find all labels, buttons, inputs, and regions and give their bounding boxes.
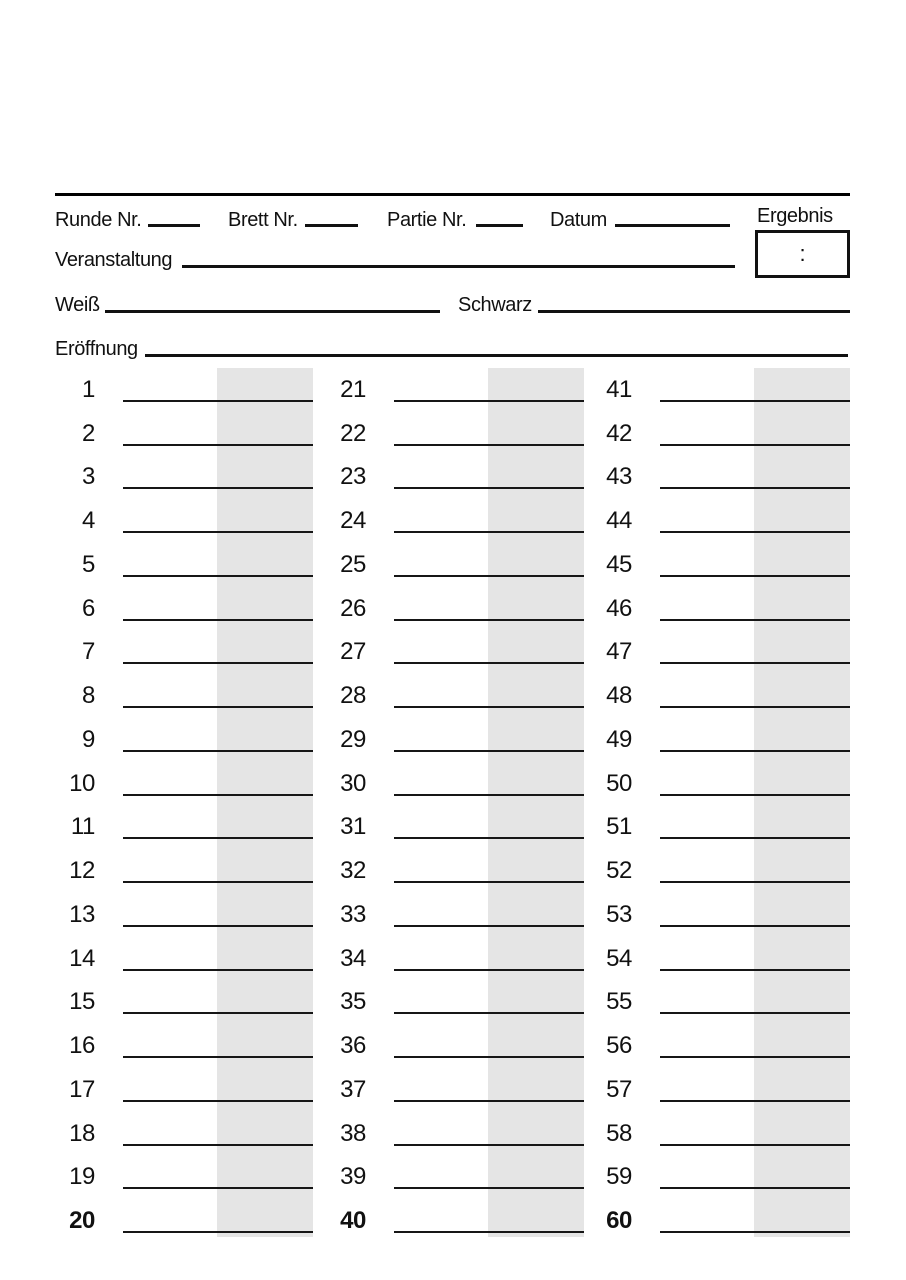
move-number: 44 <box>606 507 632 534</box>
white-move-field[interactable] <box>660 891 754 925</box>
black-move-field[interactable] <box>488 891 584 925</box>
move-number: 54 <box>606 945 632 972</box>
move-number: 29 <box>340 726 366 753</box>
white-move-field[interactable] <box>123 1022 217 1056</box>
move-number: 27 <box>340 638 366 665</box>
white-move-field[interactable] <box>394 891 488 925</box>
move-number: 46 <box>606 595 632 622</box>
white-move-field[interactable] <box>394 716 488 750</box>
move-row-line <box>394 575 584 577</box>
move-row-line <box>123 487 313 489</box>
black-move-field[interactable] <box>754 1110 850 1144</box>
black-move-field[interactable] <box>754 541 850 575</box>
move-number: 53 <box>606 901 632 928</box>
move-column <box>55 0 313 1280</box>
move-row-line <box>123 444 313 446</box>
black-move-field[interactable] <box>217 1066 313 1100</box>
move-row-line <box>394 881 584 883</box>
move-number: 33 <box>340 901 366 928</box>
white-move-field[interactable] <box>123 628 217 662</box>
black-move-field[interactable] <box>754 366 850 400</box>
move-number: 2 <box>82 420 95 447</box>
white-move-field[interactable] <box>123 1066 217 1100</box>
move-row-line <box>394 1144 584 1146</box>
black-move-field[interactable] <box>217 410 313 444</box>
white-move-field[interactable] <box>123 935 217 969</box>
move-number: 20 <box>69 1207 95 1234</box>
black-move-field[interactable] <box>488 1022 584 1056</box>
black-move-field[interactable] <box>754 497 850 531</box>
black-move-field[interactable] <box>217 1022 313 1056</box>
black-move-field[interactable] <box>488 453 584 487</box>
move-number: 60 <box>606 1207 632 1234</box>
white-move-field[interactable] <box>660 497 754 531</box>
black-move-field[interactable] <box>217 1110 313 1144</box>
move-number: 39 <box>340 1163 366 1190</box>
move-number: 43 <box>606 463 632 490</box>
white-move-field[interactable] <box>123 366 217 400</box>
white-move-field[interactable] <box>123 716 217 750</box>
white-move-field[interactable] <box>123 1197 217 1231</box>
move-row-line <box>660 1144 850 1146</box>
black-move-field[interactable] <box>754 1197 850 1231</box>
white-move-field[interactable] <box>123 1110 217 1144</box>
move-number: 47 <box>606 638 632 665</box>
move-number: 10 <box>69 770 95 797</box>
black-move-field[interactable] <box>488 716 584 750</box>
white-move-field[interactable] <box>660 847 754 881</box>
move-number: 55 <box>606 988 632 1015</box>
move-number: 48 <box>606 682 632 709</box>
move-row-line <box>660 1056 850 1058</box>
move-row-line <box>123 794 313 796</box>
move-row-line <box>394 969 584 971</box>
move-row-line <box>660 662 850 664</box>
black-move-field[interactable] <box>217 497 313 531</box>
move-number: 40 <box>340 1207 366 1234</box>
black-move-field[interactable] <box>754 585 850 619</box>
move-row-line <box>123 881 313 883</box>
move-number: 38 <box>340 1120 366 1147</box>
move-row-line <box>660 1231 850 1233</box>
move-row-line <box>123 531 313 533</box>
event-label: Veranstaltung <box>55 249 173 271</box>
black-move-field[interactable] <box>488 410 584 444</box>
move-row-line <box>123 575 313 577</box>
move-row-line <box>123 1056 313 1058</box>
black-move-field[interactable] <box>488 847 584 881</box>
white-move-field[interactable] <box>660 410 754 444</box>
move-row-line <box>394 531 584 533</box>
white-move-field[interactable] <box>394 978 488 1012</box>
black-move-field[interactable] <box>754 410 850 444</box>
black-move-field[interactable] <box>217 847 313 881</box>
white-move-field[interactable] <box>394 366 488 400</box>
move-number: 52 <box>606 857 632 884</box>
move-number: 24 <box>340 507 366 534</box>
move-number: 36 <box>340 1032 366 1059</box>
black-move-field[interactable] <box>217 672 313 706</box>
move-number: 7 <box>82 638 95 665</box>
move-row-line <box>660 837 850 839</box>
move-row-line <box>394 400 584 402</box>
black-move-field[interactable] <box>217 760 313 794</box>
black-move-field[interactable] <box>217 891 313 925</box>
move-row-line <box>660 400 850 402</box>
white-move-field[interactable] <box>660 1197 754 1231</box>
white-move-field[interactable] <box>123 803 217 837</box>
black-move-field[interactable] <box>754 628 850 662</box>
move-row-line <box>123 1144 313 1146</box>
move-number: 57 <box>606 1076 632 1103</box>
move-number: 9 <box>82 726 95 753</box>
white-move-field[interactable] <box>660 1153 754 1187</box>
white-move-field[interactable] <box>394 541 488 575</box>
result-label: Ergebnis <box>757 205 833 227</box>
white-move-field[interactable] <box>660 803 754 837</box>
move-number: 35 <box>340 988 366 1015</box>
move-row-line <box>660 750 850 752</box>
round-label: Runde Nr. <box>55 209 142 231</box>
black-player-label: Schwarz <box>458 294 532 316</box>
move-number: 23 <box>340 463 366 490</box>
black-move-field[interactable] <box>488 1197 584 1231</box>
board-label: Brett Nr. <box>228 209 298 231</box>
game-label: Partie Nr. <box>387 209 467 231</box>
move-row-line <box>394 1012 584 1014</box>
black-move-field[interactable] <box>488 366 584 400</box>
move-row-line <box>660 619 850 621</box>
move-number: 45 <box>606 551 632 578</box>
move-row-line <box>660 531 850 533</box>
move-row-line <box>123 1231 313 1233</box>
move-number: 18 <box>69 1120 95 1147</box>
white-move-field[interactable] <box>660 1022 754 1056</box>
move-number: 32 <box>340 857 366 884</box>
move-row-line <box>123 837 313 839</box>
move-number: 17 <box>69 1076 95 1103</box>
black-move-field[interactable] <box>488 585 584 619</box>
white-move-field[interactable] <box>394 1022 488 1056</box>
black-move-field[interactable] <box>754 760 850 794</box>
black-move-field[interactable] <box>217 541 313 575</box>
move-number: 41 <box>606 376 632 403</box>
move-number: 49 <box>606 726 632 753</box>
white-move-field[interactable] <box>394 847 488 881</box>
move-number: 4 <box>82 507 95 534</box>
black-move-field[interactable] <box>217 453 313 487</box>
black-move-field[interactable] <box>488 760 584 794</box>
white-move-field[interactable] <box>660 672 754 706</box>
white-move-field[interactable] <box>394 935 488 969</box>
white-move-field[interactable] <box>394 1197 488 1231</box>
move-row-line <box>394 619 584 621</box>
white-move-field[interactable] <box>660 978 754 1012</box>
white-move-field[interactable] <box>123 541 217 575</box>
move-number: 13 <box>69 901 95 928</box>
move-number: 28 <box>340 682 366 709</box>
move-row-line <box>660 969 850 971</box>
move-row-line <box>660 925 850 927</box>
move-number: 42 <box>606 420 632 447</box>
white-move-field[interactable] <box>660 585 754 619</box>
move-number: 14 <box>69 945 95 972</box>
move-number: 12 <box>69 857 95 884</box>
black-move-field[interactable] <box>488 978 584 1012</box>
white-player-label: Weiß <box>55 294 100 316</box>
white-move-field[interactable] <box>123 672 217 706</box>
move-number: 3 <box>82 463 95 490</box>
move-row-line <box>660 444 850 446</box>
move-number: 19 <box>69 1163 95 1190</box>
black-move-field[interactable] <box>754 1066 850 1100</box>
black-move-field[interactable] <box>754 453 850 487</box>
move-row-line <box>394 444 584 446</box>
black-move-field[interactable] <box>488 1066 584 1100</box>
white-move-field[interactable] <box>394 453 488 487</box>
white-move-field[interactable] <box>394 585 488 619</box>
move-number: 30 <box>340 770 366 797</box>
move-row-line <box>394 1056 584 1058</box>
white-move-field[interactable] <box>123 453 217 487</box>
move-row-line <box>660 881 850 883</box>
white-move-field[interactable] <box>123 891 217 925</box>
move-row-line <box>123 1012 313 1014</box>
move-row-line <box>660 487 850 489</box>
black-move-field[interactable] <box>217 803 313 837</box>
move-number: 56 <box>606 1032 632 1059</box>
black-move-field[interactable] <box>754 935 850 969</box>
black-move-field[interactable] <box>217 716 313 750</box>
move-row-line <box>123 619 313 621</box>
black-move-field[interactable] <box>488 803 584 837</box>
move-row-line <box>394 1231 584 1233</box>
black-move-field[interactable] <box>217 366 313 400</box>
black-move-field[interactable] <box>754 803 850 837</box>
move-number: 21 <box>340 376 366 403</box>
move-row-line <box>123 1100 313 1102</box>
move-row-line <box>123 706 313 708</box>
move-row-line <box>123 400 313 402</box>
black-move-field[interactable] <box>754 672 850 706</box>
move-row-line <box>394 925 584 927</box>
white-move-field[interactable] <box>660 628 754 662</box>
move-number: 11 <box>70 813 95 840</box>
opening-label: Eröffnung <box>55 338 138 360</box>
move-number: 50 <box>606 770 632 797</box>
move-number: 51 <box>606 813 632 840</box>
white-move-field[interactable] <box>660 453 754 487</box>
white-move-field[interactable] <box>123 978 217 1012</box>
move-number: 16 <box>69 1032 95 1059</box>
white-move-field[interactable] <box>394 410 488 444</box>
move-number: 8 <box>82 682 95 709</box>
white-move-field[interactable] <box>394 497 488 531</box>
move-column <box>592 0 850 1280</box>
black-move-field[interactable] <box>754 716 850 750</box>
black-move-field[interactable] <box>754 1153 850 1187</box>
move-row-line <box>660 1012 850 1014</box>
move-number: 37 <box>340 1076 366 1103</box>
black-move-field[interactable] <box>488 497 584 531</box>
move-number: 26 <box>340 595 366 622</box>
white-move-field[interactable] <box>123 585 217 619</box>
white-move-field[interactable] <box>660 1066 754 1100</box>
move-row-line <box>660 1100 850 1102</box>
move-number: 22 <box>340 420 366 447</box>
black-move-field[interactable] <box>754 1022 850 1056</box>
black-move-field[interactable] <box>217 1197 313 1231</box>
move-number: 15 <box>69 988 95 1015</box>
result-separator: : <box>799 241 806 266</box>
move-number: 58 <box>606 1120 632 1147</box>
black-move-field[interactable] <box>217 978 313 1012</box>
white-move-field[interactable] <box>660 716 754 750</box>
white-move-field[interactable] <box>394 760 488 794</box>
move-row-line <box>660 575 850 577</box>
black-move-field[interactable] <box>488 628 584 662</box>
date-label: Datum <box>550 209 607 231</box>
move-row-line <box>394 1100 584 1102</box>
move-row-line <box>660 1187 850 1189</box>
black-move-field[interactable] <box>754 847 850 881</box>
white-move-field[interactable] <box>123 1153 217 1187</box>
move-number: 5 <box>82 551 95 578</box>
move-row-line <box>394 487 584 489</box>
white-move-field[interactable] <box>660 541 754 575</box>
move-row-line <box>394 794 584 796</box>
move-number: 59 <box>606 1163 632 1190</box>
move-row-line <box>394 662 584 664</box>
black-move-field[interactable] <box>488 672 584 706</box>
white-move-field[interactable] <box>394 628 488 662</box>
white-move-field[interactable] <box>660 1110 754 1144</box>
white-move-field[interactable] <box>123 847 217 881</box>
black-move-field[interactable] <box>217 1153 313 1187</box>
black-move-field[interactable] <box>488 1110 584 1144</box>
white-move-field[interactable] <box>123 497 217 531</box>
white-move-field[interactable] <box>394 1153 488 1187</box>
white-move-field[interactable] <box>394 803 488 837</box>
move-column <box>326 0 584 1280</box>
white-move-field[interactable] <box>394 1066 488 1100</box>
white-move-field[interactable] <box>394 672 488 706</box>
black-move-field[interactable] <box>754 978 850 1012</box>
white-move-field[interactable] <box>123 410 217 444</box>
black-move-field[interactable] <box>217 585 313 619</box>
move-row-line <box>123 969 313 971</box>
black-move-field[interactable] <box>488 1153 584 1187</box>
move-row-line <box>123 1187 313 1189</box>
move-number: 34 <box>340 945 366 972</box>
black-move-field[interactable] <box>754 891 850 925</box>
move-number: 25 <box>340 551 366 578</box>
move-row-line <box>660 706 850 708</box>
move-number: 31 <box>340 813 366 840</box>
move-row-line <box>123 925 313 927</box>
black-move-field[interactable] <box>217 628 313 662</box>
move-row-line <box>394 706 584 708</box>
move-row-line <box>394 837 584 839</box>
move-row-line <box>394 1187 584 1189</box>
move-row-line <box>123 750 313 752</box>
white-move-field[interactable] <box>660 760 754 794</box>
black-move-field[interactable] <box>217 935 313 969</box>
move-number: 1 <box>82 376 95 403</box>
move-row-line <box>123 662 313 664</box>
black-move-field[interactable] <box>488 541 584 575</box>
move-row-line <box>660 794 850 796</box>
move-number: 6 <box>82 595 95 622</box>
move-row-line <box>394 750 584 752</box>
black-move-field[interactable] <box>488 935 584 969</box>
white-move-field[interactable] <box>660 935 754 969</box>
white-move-field[interactable] <box>660 366 754 400</box>
white-move-field[interactable] <box>394 1110 488 1144</box>
white-move-field[interactable] <box>123 760 217 794</box>
